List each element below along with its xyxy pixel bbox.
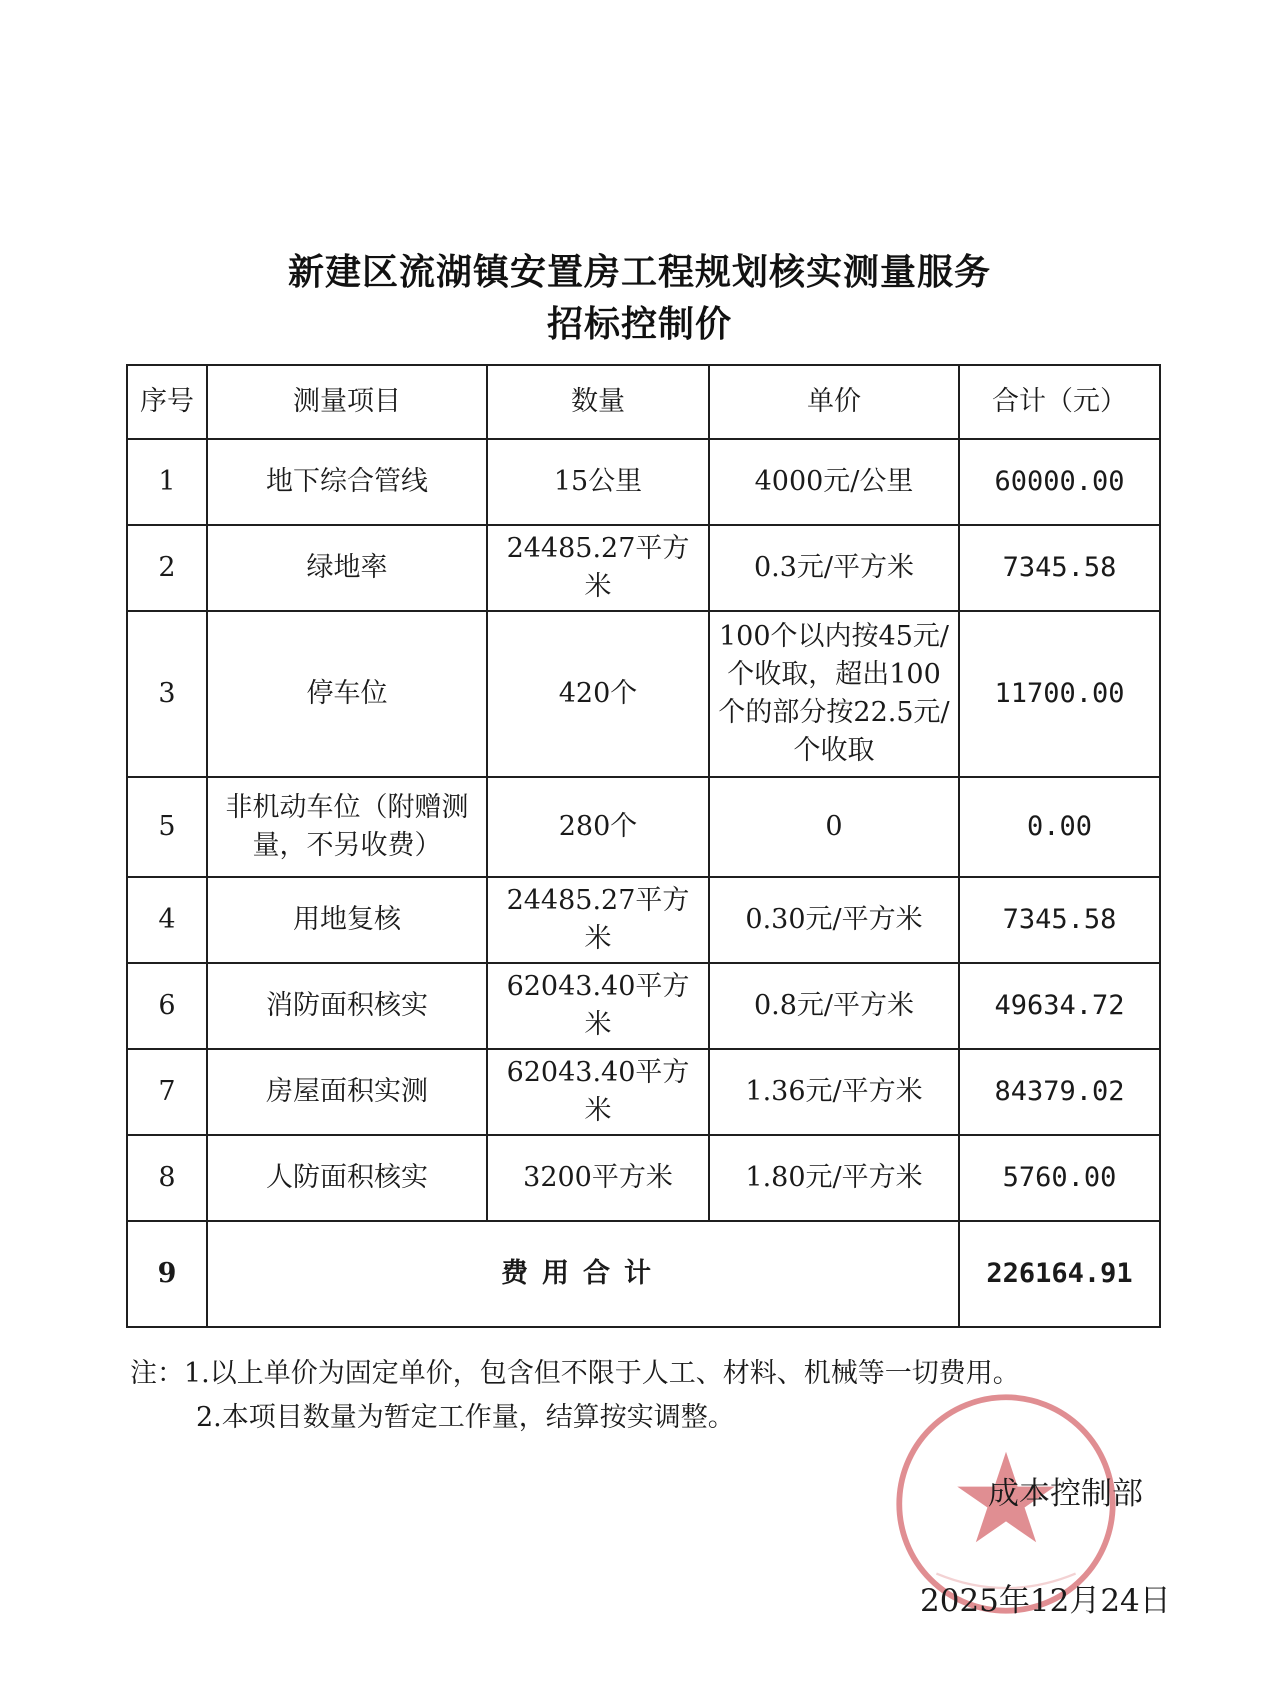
row-qty: 62043.40平方米 — [487, 963, 709, 1049]
total-amount: 226164.91 — [959, 1221, 1160, 1327]
row-total: 84379.02 — [959, 1049, 1160, 1135]
table-row — [127, 1135, 1160, 1221]
row-item: 停车位 — [207, 611, 487, 777]
table-row — [127, 611, 1160, 777]
header-qty: 数量 — [487, 365, 709, 439]
document-title-line1: 新建区流湖镇安置房工程规划核实测量服务 — [287, 252, 991, 293]
table-header-row — [127, 365, 1160, 439]
row-price: 0.8元/平方米 — [709, 963, 959, 1049]
row-qty: 24485.27平方米 — [487, 877, 709, 963]
row-price: 4000元/公里 — [709, 439, 959, 525]
row-total: 7345.58 — [959, 877, 1160, 963]
row-item: 人防面积核实 — [207, 1135, 487, 1221]
table-row — [127, 1049, 1160, 1135]
row-item: 非机动车位（附赠测量，不另收费） — [207, 777, 487, 877]
row-price: 0 — [709, 777, 959, 877]
note-line-1: 注：1.以上单价为固定单价，包含但不限于人工、材料、机械等一切费用。 — [130, 1358, 1020, 1389]
row-qty: 420个 — [487, 611, 709, 777]
table-row — [127, 439, 1160, 525]
row-price: 0.30元/平方米 — [709, 877, 959, 963]
row-price: 0.3元/平方米 — [709, 525, 959, 611]
row-total: 0.00 — [959, 777, 1160, 877]
row-item: 用地复核 — [207, 877, 487, 963]
row-no: 3 — [127, 611, 207, 777]
row-no: 2 — [127, 525, 207, 611]
table-row — [127, 525, 1160, 611]
row-no: 7 — [127, 1049, 207, 1135]
row-qty: 280个 — [487, 777, 709, 877]
row-item: 绿地率 — [207, 525, 487, 611]
row-qty: 3200平方米 — [487, 1135, 709, 1221]
row-no: 5 — [127, 777, 207, 877]
note-line-2: 2.本项目数量为暂定工作量，结算按实调整。 — [196, 1402, 735, 1433]
row-price: 1.36元/平方米 — [709, 1049, 959, 1135]
row-item: 消防面积核实 — [207, 963, 487, 1049]
table-row — [127, 963, 1160, 1049]
header-item: 测量项目 — [207, 365, 487, 439]
row-qty: 15公里 — [487, 439, 709, 525]
row-item: 房屋面积实测 — [207, 1049, 487, 1135]
row-total: 49634.72 — [959, 963, 1160, 1049]
row-no: 8 — [127, 1135, 207, 1221]
table-row — [127, 777, 1160, 877]
row-no: 6 — [127, 963, 207, 1049]
price-table — [126, 364, 1161, 1328]
row-no: 1 — [127, 439, 207, 525]
total-label: 费用合计 — [207, 1221, 959, 1327]
row-qty: 24485.27平方米 — [487, 525, 709, 611]
row-item: 地下综合管线 — [207, 439, 487, 525]
row-no: 4 — [127, 877, 207, 963]
department-signature: 成本控制部 — [988, 1476, 1143, 1512]
row-price: 100个以内按45元/个收取，超出100个的部分按22.5元/个收取 — [709, 611, 959, 777]
notes — [130, 1352, 1020, 1440]
total-no: 9 — [127, 1221, 207, 1327]
header-no: 序号 — [127, 365, 207, 439]
signature-date: 2025年12月24日 — [920, 1583, 1171, 1619]
document-title-line2: 招标控制价 — [546, 304, 732, 345]
row-total: 60000.00 — [959, 439, 1160, 525]
row-total: 11700.00 — [959, 611, 1160, 777]
table-row — [127, 877, 1160, 963]
header-price: 单价 — [709, 365, 959, 439]
row-qty: 62043.40平方米 — [487, 1049, 709, 1135]
row-total: 5760.00 — [959, 1135, 1160, 1221]
header-total: 合计（元） — [959, 365, 1160, 439]
table-total-row — [127, 1221, 1160, 1327]
row-price: 1.80元/平方米 — [709, 1135, 959, 1221]
row-total: 7345.58 — [959, 525, 1160, 611]
